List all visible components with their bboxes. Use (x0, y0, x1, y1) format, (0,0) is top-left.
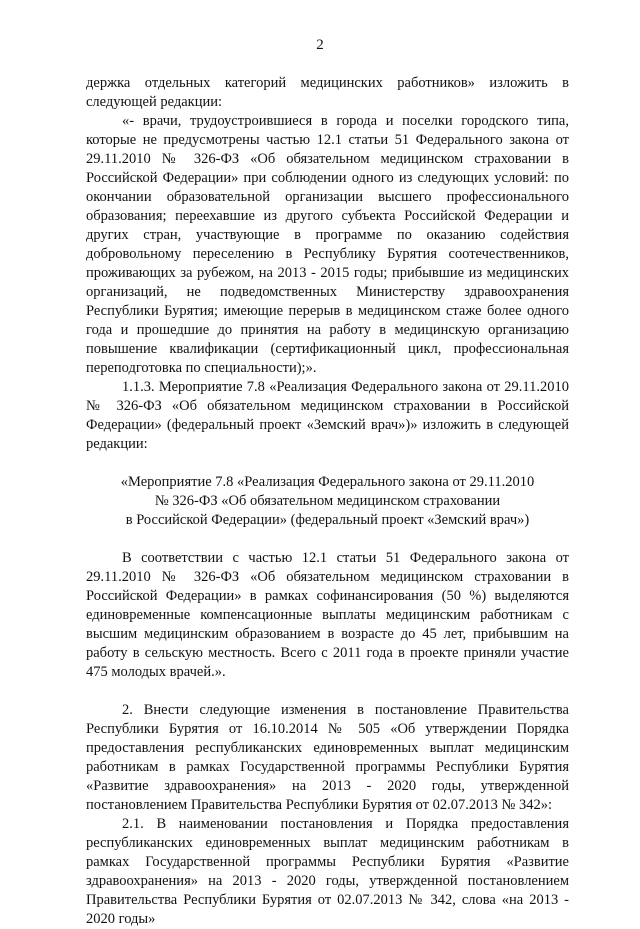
heading-line-3: в Российской Федерации» (федеральный проект «Земский врач») (125, 512, 530, 528)
paragraph-zemsky-vrach: В соответствии с частью 12.1 статьи 51 Федерального закона от 29.11.2010 № 326-ФЗ «Об обязательном медицинском страховании в Российской Федерации» в рамках софинансирования (50 %) выделяются единовременные компенсационные выплаты медицинским работникам с высшим медицинским образованием в возрасте до 45 лет, прибывшим на работу в сельскую местность. Всего с 2011 года в проекте приняли участие 475 молодых врачей.». (86, 550, 569, 680)
page-number: 2 (316, 37, 324, 53)
paragraph-continuation: держка отдельных категорий медицинских работников» изложить в следующей редакции: (86, 75, 569, 110)
paragraph-item-2: 2. Внести следующие изменения в постановление Правительства Республики Бурятия от 16.10.2014 № 505 «Об утверждении Порядка предоставления республиканских единовременных выплат медицинским работникам в рамках Государственной программы Республики Бурятия «Развитие здравоохранения» на 2013 - 2020 годы, утвержденной постановлением Правительства Республики Бурятия от 02.07.2013 № 342»: (86, 702, 569, 813)
paragraph-item-1-1-3: 1.1.3. Мероприятие 7.8 «Реализация Федерального закона от 29.11.2010 № 326-ФЗ «Об обязательном медицинском страховании в Российской Федерации» (федеральный проект «Земский врач»)» изложить в следующей редакции: (86, 379, 569, 452)
heading-line-1: «Мероприятие 7.8 «Реализация Федерального закона от 29.11.2010 (120, 474, 535, 490)
document-body (86, 74, 569, 929)
paragraph-doctors-conditions: «- врачи, трудоустроившиеся в города и поселки городского типа, которые не предусмотрены частью 12.1 статьи 51 Федерального закона от 29.11.2010 № 326-ФЗ «Об обязательном медицинском страховании в Российской Федерации» при соблюдении одного из следующих условий: по окончании образовательной организации высшего профессионального образования; переехавшие из другого субъекта Российской Федерации и других стран, участвующие в программе по оказанию содействия добровольному переселению в Республику Бурятия соотечественников, проживающих за рубежом, на 2013 - 2015 годы; прибывшие из медицинских организаций, не подведомственных Министерству здравоохранения Республики Бурятия; имеющие перерыв в медицинском стаже более одного года и прошедшие до принятия на работу в медицинскую организацию повышение квалификации (сертификационный цикл, профессиональная переподготовка по специальности);». (86, 113, 569, 376)
paragraph-item-2-1: 2.1. В наименовании постановления и Порядка предоставления республиканских единовременных выплат медицинским работникам в рамках Государственной программы Республики Бурятия «Развитие здравоохранения» на 2013 - 2020 годы, утвержденной постановлением Правительства Республики Бурятия от 02.07.2013 № 342, слова «на 2013 - 2020 годы» (86, 816, 569, 927)
heading-line-2: № 326-ФЗ «Об обязательном медицинском страховании (154, 493, 501, 509)
